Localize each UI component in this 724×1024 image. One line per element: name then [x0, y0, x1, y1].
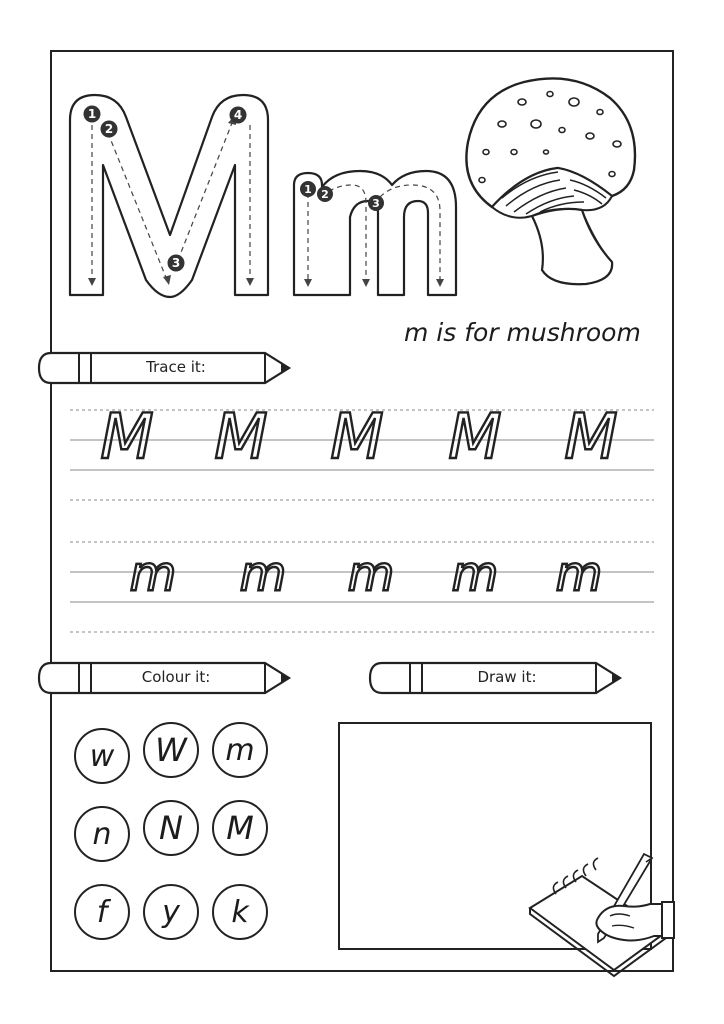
uppercase-m-outline: [65, 89, 273, 301]
trace-section-label: Trace it:: [146, 358, 206, 376]
colour-circle[interactable]: W: [143, 722, 199, 778]
caption-text: m is for mushroom: [404, 318, 641, 347]
stroke-number-badge: [300, 181, 316, 197]
trace-letter-lower[interactable]: m: [129, 546, 177, 602]
mushroom-illustration: [462, 72, 642, 297]
trace-letter-upper[interactable]: M: [330, 400, 384, 473]
lowercase-m-outline: [294, 171, 456, 295]
svg-text:4: 4: [233, 108, 243, 122]
trace-letter-upper[interactable]: M: [448, 400, 502, 473]
colour-circle[interactable]: N: [143, 800, 199, 856]
colour-circle[interactable]: k: [212, 884, 268, 940]
stroke-number-badge: [84, 106, 101, 123]
svg-text:1: 1: [87, 107, 97, 121]
colour-circle[interactable]: f: [74, 884, 130, 940]
svg-text:2: 2: [104, 122, 114, 136]
svg-text:3: 3: [171, 256, 181, 270]
trace-letter-upper[interactable]: M: [564, 400, 618, 473]
trace-letter-lower[interactable]: m: [451, 546, 499, 602]
colour-circle[interactable]: w: [74, 728, 130, 784]
stroke-number-badge: [230, 107, 247, 124]
colour-circle[interactable]: n: [74, 806, 130, 862]
hand-drawing-notebook-icon: [526, 846, 676, 986]
letter-outline-graphic: [60, 85, 460, 310]
draw-section-label: Draw it:: [477, 668, 537, 686]
colour-section-label: Colour it:: [141, 668, 211, 686]
stroke-number-badge: [368, 195, 384, 211]
trace-letter-upper[interactable]: M: [214, 400, 268, 473]
svg-text:3: 3: [372, 197, 380, 210]
stroke-number-badge: [101, 121, 118, 138]
trace-letter-upper[interactable]: M: [100, 400, 154, 473]
colour-circle[interactable]: m: [212, 722, 268, 778]
svg-text:1: 1: [304, 183, 312, 196]
stroke-number-badge: [168, 255, 185, 272]
svg-text:2: 2: [321, 188, 329, 201]
trace-letter-lower[interactable]: m: [239, 546, 287, 602]
trace-letter-lower[interactable]: m: [347, 546, 395, 602]
colour-circle[interactable]: y: [143, 884, 199, 940]
trace-letter-lower[interactable]: m: [555, 546, 603, 602]
colour-circle[interactable]: M: [212, 800, 268, 856]
stroke-number-badge: [317, 186, 333, 202]
